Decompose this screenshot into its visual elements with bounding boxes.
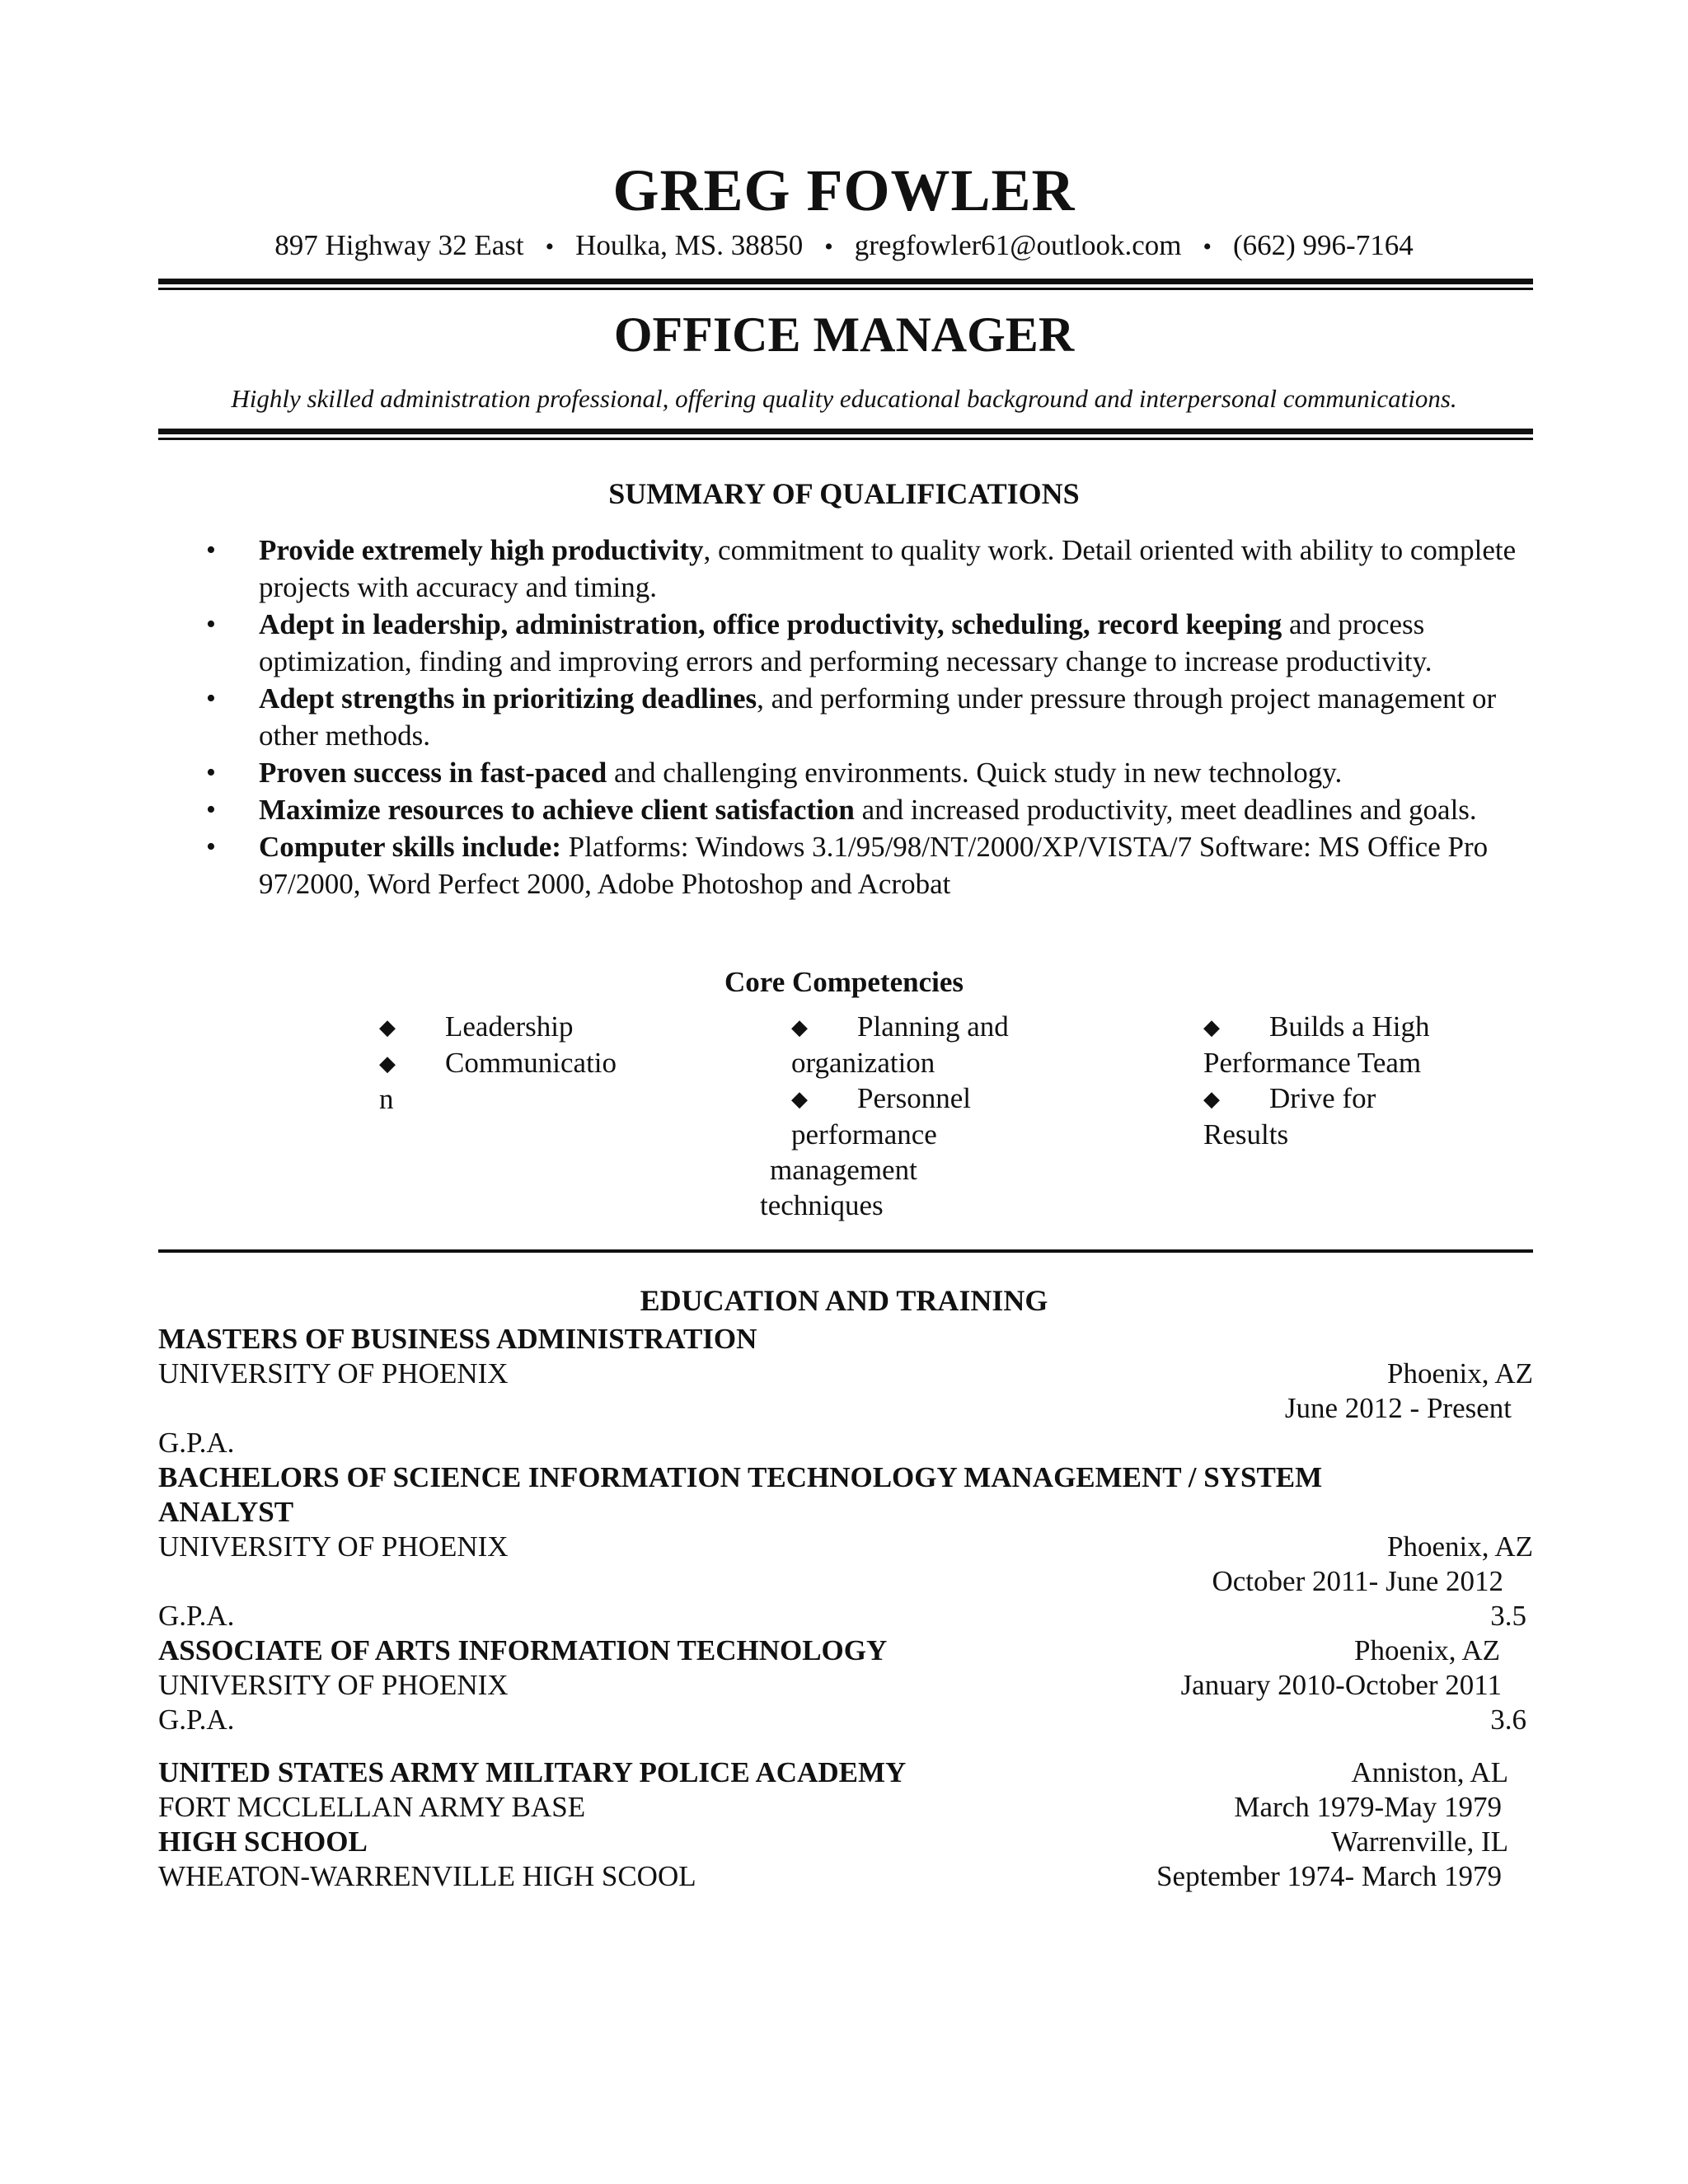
divider-thick <box>158 279 1533 284</box>
competency-text: Drive for <box>1269 1082 1376 1114</box>
bullet-icon: • <box>206 757 216 788</box>
mba-degree: MASTERS OF BUSINESS ADMINISTRATION <box>158 1323 757 1355</box>
qualification-text: and challenging environments. Quick study in new technology. <box>607 757 1343 789</box>
bullet-icon: • <box>206 794 216 825</box>
contact-separator: • <box>1203 233 1212 260</box>
candidate-name: GREG FOWLER <box>612 157 1076 223</box>
mba-dates: June 2012 - Present <box>1284 1392 1512 1424</box>
mba-location: Phoenix, AZ <box>1387 1357 1533 1390</box>
qualification-highlight: Adept strengths in prioritizing deadlines <box>259 682 757 715</box>
army-academy: UNITED STATES ARMY MILITARY POLICE ACADEMY <box>158 1756 907 1788</box>
aa-dates: January 2010-October 2011 <box>1180 1669 1502 1701</box>
competency-item <box>758 1080 1055 1117</box>
list-item <box>158 791 1543 828</box>
qualification-highlight: Maximize resources to achieve client satisfaction <box>259 794 855 826</box>
qualification-text: Platforms: Windows 3.1/95/98/NT/2000/XP/VISTA/7 Software: MS Office Pro 97/2000, Word Perfect 2000, Adobe Photoshop and Acrobat <box>259 831 1489 900</box>
competency-text: Leadership <box>445 1010 574 1043</box>
divider-thick <box>158 429 1533 434</box>
competency-text: n <box>379 1083 394 1115</box>
bs-degree-cont: ANALYST <box>158 1496 294 1528</box>
bullet-icon: • <box>206 832 216 862</box>
list-item <box>158 828 1543 902</box>
aa-location: Phoenix, AZ <box>1354 1634 1500 1666</box>
competency-text: Performance Team <box>1203 1047 1422 1079</box>
diamond-icon: ◆ <box>379 1015 396 1039</box>
competency-text: Builds a High <box>1269 1010 1430 1043</box>
contact-separator: • <box>824 233 833 260</box>
divider-thin <box>158 438 1533 440</box>
education-heading: EDUCATION AND TRAINING <box>640 1284 1048 1317</box>
diamond-icon: ◆ <box>379 1052 396 1076</box>
competency-item <box>1203 1009 1517 1045</box>
tagline: Highly skilled administration professional, offering quality educational background and interpersonal communications. <box>231 384 1457 413</box>
bs-gpa-value: 3.5 <box>1490 1600 1526 1632</box>
qualification-highlight: Computer skills include: <box>259 831 561 863</box>
high-school-location: Warrenville, IL <box>1331 1825 1508 1858</box>
qualification-highlight: Proven success in fast-paced <box>259 757 607 789</box>
bs-location: Phoenix, AZ <box>1387 1530 1533 1563</box>
job-title: OFFICE MANAGER <box>613 307 1075 362</box>
aa-gpa-value: 3.6 <box>1490 1704 1526 1736</box>
competency-text: management <box>770 1154 917 1186</box>
list-item <box>158 606 1543 680</box>
competency-item <box>379 1045 643 1081</box>
aa-degree: ASSOCIATE OF ARTS INFORMATION TECHNOLOGY <box>158 1634 888 1666</box>
bs-gpa-label: G.P.A. <box>158 1600 235 1632</box>
contact-separator: • <box>545 233 555 260</box>
contact-email: gregfowler61@outlook.com <box>854 229 1182 261</box>
competency-column-1 <box>379 1009 643 1117</box>
contact-city: Houlka, MS. 38850 <box>575 229 804 261</box>
competency-text: performance <box>791 1118 937 1151</box>
mba-gpa-label: G.P.A. <box>158 1427 235 1459</box>
army-base: FORT MCCLELLAN ARMY BASE <box>158 1791 586 1823</box>
competency-item <box>379 1009 643 1045</box>
diamond-icon: ◆ <box>1203 1015 1220 1039</box>
high-school-dates: September 1974- March 1979 <box>1156 1860 1502 1892</box>
bullet-icon: • <box>206 683 216 714</box>
qualification-text: , and performing under pressure through project management or other methods. <box>259 682 1497 752</box>
divider-thin <box>158 288 1533 290</box>
qualification-highlight: Adept in leadership, administration, office productivity, scheduling, record keeping <box>259 608 1282 640</box>
qualifications-heading: SUMMARY OF QUALIFICATIONS <box>608 477 1080 510</box>
mba-school: UNIVERSITY OF PHOENIX <box>158 1357 509 1390</box>
competency-item <box>758 1009 1055 1045</box>
competency-text: Planning and <box>857 1010 1009 1043</box>
high-school-name: WHEATON-WARRENVILLE HIGH SCOOL <box>158 1860 696 1892</box>
army-location: Anniston, AL <box>1351 1756 1508 1788</box>
competency-column-3 <box>1203 1009 1517 1152</box>
list-item <box>158 754 1543 791</box>
qualification-highlight: Provide extremely high productivity <box>259 534 704 566</box>
competency-item <box>1203 1080 1517 1117</box>
bs-school: UNIVERSITY OF PHOENIX <box>158 1530 509 1563</box>
diamond-icon: ◆ <box>791 1087 808 1111</box>
contact-phone: (662) 996-7164 <box>1233 229 1414 261</box>
competency-text: Communicatio <box>445 1047 617 1079</box>
qualification-text: and process optimization, finding and improving errors and performing necessary change to increase productivity. <box>259 608 1432 677</box>
list-item <box>158 532 1543 606</box>
bullet-icon: • <box>206 535 216 565</box>
divider-thin <box>158 1249 1533 1253</box>
bs-degree: BACHELORS OF SCIENCE INFORMATION TECHNOLOGY MANAGEMENT / SYSTEM <box>158 1461 1323 1493</box>
competency-text: organization <box>791 1047 935 1079</box>
bs-dates: October 2011- June 2012 <box>1212 1565 1503 1597</box>
diamond-icon: ◆ <box>791 1015 808 1039</box>
qualification-text: , commitment to quality work. Detail oriented with ability to complete projects with accuracy and timing. <box>259 534 1517 603</box>
diamond-icon: ◆ <box>1203 1087 1220 1111</box>
core-competencies-heading: Core Competencies <box>724 966 964 998</box>
competency-text: techniques <box>760 1189 884 1221</box>
qualifications-list <box>158 532 1543 902</box>
qualification-text: and increased productivity, meet deadlines and goals. <box>854 794 1477 826</box>
army-dates: March 1979-May 1979 <box>1234 1791 1502 1823</box>
aa-school: UNIVERSITY OF PHOENIX <box>158 1669 509 1701</box>
competency-column-2 <box>758 1009 1055 1223</box>
high-school-heading: HIGH SCHOOL <box>158 1825 368 1858</box>
competency-text: Results <box>1203 1118 1289 1151</box>
contact-address: 897 Highway 32 East <box>274 229 524 261</box>
aa-gpa-label: G.P.A. <box>158 1704 235 1736</box>
contact-line <box>0 229 1688 262</box>
competency-text: Personnel <box>857 1082 972 1114</box>
bullet-icon: • <box>206 609 216 640</box>
list-item <box>158 680 1543 754</box>
